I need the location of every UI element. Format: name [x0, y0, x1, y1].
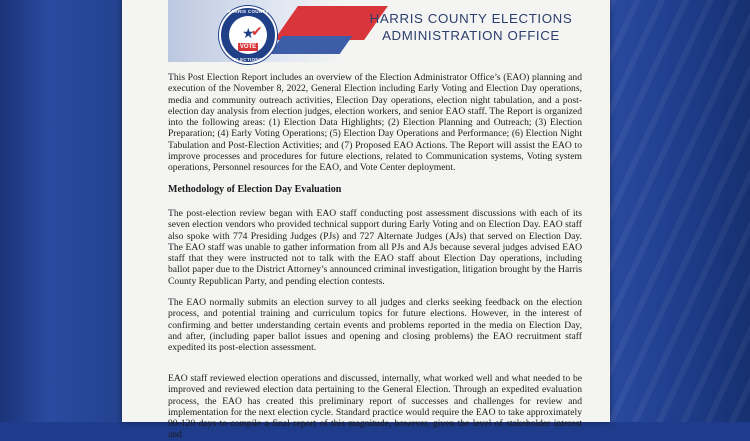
banner-blue-stripe	[270, 36, 353, 54]
section-heading: Methodology of Election Day Evaluation	[168, 184, 342, 195]
methodology-paragraph-3: EAO staff reviewed election operations and discussed, internally, what worked well and what needed to be improved and reviewed election data pertaining to the General Election. Through an expedited evaluation process, the EAO has created this preliminary report of successes and challenges for review and implementation for the next election cycle. Standard practice would require the EAO to take approximately 90-120 days to compile a final report of this magnitude, however, given the level of stakeholder interest and	[168, 373, 582, 441]
methodology-paragraph-1: The post-election review began with EAO staff conducting post assessment discussions with each of its seven election vendors who provided technical support during Early Voting and on Election Day. EAO staff also spoke with 774 Presiding Judges (PJs) and 727 Alternate Judges (AJs) that served on Election Day. The EAO staff was unable to gather information from all PJs and AJs because several judges advised EAO staff that they were instructed not to talk with the EAO staff about Election Day operations, including ballot paper due to the District Attorney’s announced criminal investigation, litigation brought by the Harris County Republican Party, and pending election contests.	[168, 208, 582, 287]
report-page	[122, 0, 610, 441]
star-icon: ★	[242, 26, 255, 42]
county-elections-seal-logo	[219, 6, 277, 64]
seal-inner-circle	[229, 16, 267, 54]
seal-vote-label: VOTE	[239, 44, 257, 50]
background-right	[610, 0, 750, 422]
seal-ring-bottom-text: ELECTIONS	[233, 57, 263, 62]
intro-paragraph: This Post Election Report includes an overview of the Election Administrator Office’s (EAO) planning and execution of the November 8, 2022, General Election including Early Voting and Election Day operations, media and community outreach activities, Election Day operations, election night tabulation, and a post-election day analysis from election judges, election workers, and senior EAO staff. The Report is organized into the following areas: (1) Election Data Highlights; (2) Election Planning and Outreach; (3) Election Preparation; (4) Early Voting Operations; (5) Election Day Operations and Performance; (6) Election Night Tabulation and Post-Election Activities; and (7) Proposed EAO Actions. The Report will assist the EAO to improve processes and procedures for future elections, related to Communication systems, Voting system operations, Personnel resources for the EAO, and Vote Center deployment.	[168, 72, 582, 174]
office-title	[346, 10, 596, 44]
office-title-line2: ADMINISTRATION OFFICE	[382, 28, 560, 43]
office-title-line1: HARRIS COUNTY ELECTIONS	[369, 11, 573, 26]
background-left	[0, 0, 122, 422]
seal-ring-top-text: HARRIS COUNTY	[227, 9, 269, 14]
checkmark-icon: ✔	[251, 24, 263, 40]
methodology-paragraph-2: The EAO normally submits an election survey to all judges and clerks seeking feedback on the election process, and potential training and curriculum topics for future elections. However, in the interest of confirming and better understanding certain events and problems reported in the media on Election Day, and after, (including paper ballot issues and opening and closing problems) the EAO recruitment staff expedited its post-election assessment.	[168, 297, 582, 354]
